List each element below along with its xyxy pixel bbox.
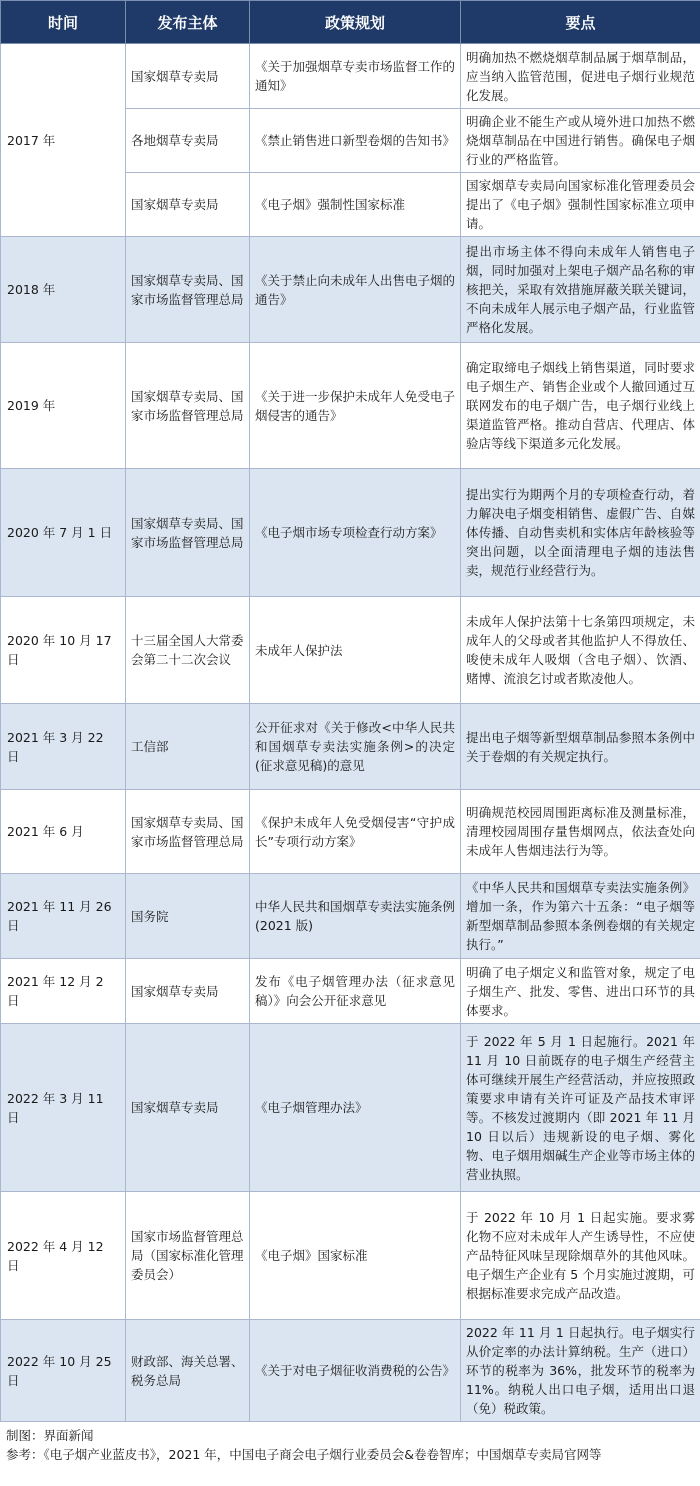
row-issuer: 各地烟草专卖局 [126,109,250,173]
row-point: 明确企业不能生产或从境外进口加热不燃烧烟草制品在中国进行销售。确保电子烟行业的严格监管。 [461,109,700,173]
row-point: 于 2022 年 5 月 1 日起施行。2021 年 11 月 10 日前既存的电子烟生产经营主体可继续开展生产经营活动，并应按照政策要求申请有关许可证及产品技术审评等。不核发过渡期内（即 2021 年 11 月 10 日以后）违规新设的电子烟、雾化物、电子烟用烟碱生产企业等市场主体的营业执照。 [461,1024,700,1192]
row-time: 2020 年 7 月 1 日 [1,469,126,597]
table-row [1,959,700,1024]
figure-reference: 参考：《电子烟产业蓝皮书》，2021 年，中国电子商会电子烟行业委员会&卷卷智库；中国烟草专卖局官网等 [6,1447,602,1462]
row-point: 2022 年 11 月 1 日起执行。电子烟实行从价定率的办法计算纳税。生产（进口）环节的税率为 36%，批发环节的税率为 11%。纳税人出口电子烟，适用出口退（免）税政策。 [461,1320,700,1422]
header-time: 时间 [1,1,126,44]
row-issuer: 工信部 [126,704,250,790]
row-point: 明确规范校园周围距离标准及测量标准，清理校园周围存量售烟网点，依法查处向未成年人售烟违法行为等。 [461,790,700,874]
table-row [1,704,700,790]
row-policy: 未成年人保护法 [250,597,461,704]
row-time: 2022 年 4 月 12 日 [1,1192,126,1320]
row-point: 于 2022 年 10 月 1 日起实施。要求雾化物不应对未成年人产生诱导性，不应使产品特征风味呈现除烟草外的其他风味。电子烟生产企业有 5 个月实施过渡期，可根据标准要求完成产品改造。 [461,1192,700,1320]
table-header-row [1,1,700,44]
row-policy: 《关于进一步保护未成年人免受电子烟侵害的通告》 [250,343,461,469]
row-policy: 中华人民共和国烟草专卖法实施条例(2021 版) [250,874,461,959]
row-issuer: 国家市场监督管理总局（国家标准化管理委员会） [126,1192,250,1320]
row-point: 未成年人保护法第十七条第四项规定，未成年人的父母或者其他监护人不得放任、唆使未成年人吸烟（含电子烟）、饮酒、赌博、流浪乞讨或者欺凌他人。 [461,597,700,704]
row-time: 2019 年 [1,343,126,469]
row-time: 2017 年 [1,44,126,237]
figure-credit: 制图：界面新闻 [6,1428,94,1443]
header-issuer: 发布主体 [126,1,250,44]
row-point: 明确加热不燃烧烟草制品属于烟草制品，应当纳入监管范围，促进电子烟行业规范化发展。 [461,44,700,109]
row-point: 提出实行为期两个月的专项检查行动，着力解决电子烟变相销售、虚假广告、自媒体传播、自动售卖机和实体店年龄核验等突出问题，以全面清理电子烟的违法售卖，规范行业经营行为。 [461,469,700,597]
row-issuer: 国家烟草专卖局、国家市场监督管理总局 [126,790,250,874]
row-policy: 《电子烟》国家标准 [250,1192,461,1320]
table-row [1,44,700,109]
row-policy: 公开征求对《关于修改<中华人民共和国烟草专卖法实施条例>的决定(征求意见稿)的意见 [250,704,461,790]
row-time: 2021 年 11 月 26 日 [1,874,126,959]
table-row [1,469,700,597]
row-policy: 《保护未成年人免受烟侵害“守护成长”专项行动方案》 [250,790,461,874]
row-issuer: 国家烟草专卖局、国家市场监督管理总局 [126,237,250,343]
row-point: 提出市场主体不得向未成年人销售电子烟，同时加强对上架电子烟产品名称的审核把关，采取有效措施屏蔽关联关键词，不向未成年人展示电子烟产品，行业监管严格化发展。 [461,237,700,343]
row-point: 确定取缔电子烟线上销售渠道，同时要求电子烟生产、销售企业或个人撤回通过互联网发布的电子烟广告，电子烟行业线上渠道监管严格。推动自营店、代理店、体验店等线下渠道多元化发展。 [461,343,700,469]
table-row [1,237,700,343]
table-row [1,1192,700,1320]
row-issuer: 国务院 [126,874,250,959]
figure-footer [0,1422,700,1464]
row-time: 2021 年 12 月 2 日 [1,959,126,1024]
table-row [1,790,700,874]
row-time: 2022 年 3 月 11 日 [1,1024,126,1192]
row-policy: 《关于对电子烟征收消费税的公告》 [250,1320,461,1422]
row-issuer: 国家烟草专卖局 [126,173,250,237]
row-issuer: 十三届全国人大常委会第二十二次会议 [126,597,250,704]
header-policy: 政策规划 [250,1,461,44]
table-row [1,1024,700,1192]
table-row [1,1320,700,1422]
row-time: 2020 年 10 月 17 日 [1,597,126,704]
row-issuer: 国家烟草专卖局、国家市场监督管理总局 [126,343,250,469]
row-time: 2021 年 3 月 22 日 [1,704,126,790]
row-time: 2018 年 [1,237,126,343]
row-point: 明确了电子烟定义和监管对象，规定了电子烟生产、批发、零售、进出口环节的具体要求。 [461,959,700,1024]
row-policy: 《禁止销售进口新型卷烟的告知书》 [250,109,461,173]
header-point: 要点 [461,1,700,44]
row-issuer: 国家烟草专卖局 [126,959,250,1024]
row-policy: 《电子烟管理办法》 [250,1024,461,1192]
table-row [1,597,700,704]
table-row [1,343,700,469]
row-point: 提出电子烟等新型烟草制品参照本条例中关于卷烟的有关规定执行。 [461,704,700,790]
row-policy: 《电子烟》强制性国家标准 [250,173,461,237]
row-issuer: 国家烟草专卖局 [126,1024,250,1192]
row-policy: 发布《电子烟管理办法（征求意见稿）》向会公开征求意见 [250,959,461,1024]
row-policy: 《关于禁止向未成年人出售电子烟的通告》 [250,237,461,343]
row-policy: 《电子烟市场专项检查行动方案》 [250,469,461,597]
table-row [1,874,700,959]
row-time: 2022 年 10 月 25 日 [1,1320,126,1422]
row-policy: 《关于加强烟草专卖市场监督工作的通知》 [250,44,461,109]
row-issuer: 国家烟草专卖局、国家市场监督管理总局 [126,469,250,597]
row-point: 国家烟草专卖局向国家标准化管理委员会提出了《电子烟》强制性国家标准立项申请。 [461,173,700,237]
row-issuer: 国家烟草专卖局 [126,44,250,109]
row-time: 2021 年 6 月 [1,790,126,874]
row-issuer: 财政部、海关总署、税务总局 [126,1320,250,1422]
row-point: 《中华人民共和国烟草专卖法实施条例》增加一条，作为第六十五条：“电子烟等新型烟草制品参照本条例卷烟的有关规定执行。” [461,874,700,959]
